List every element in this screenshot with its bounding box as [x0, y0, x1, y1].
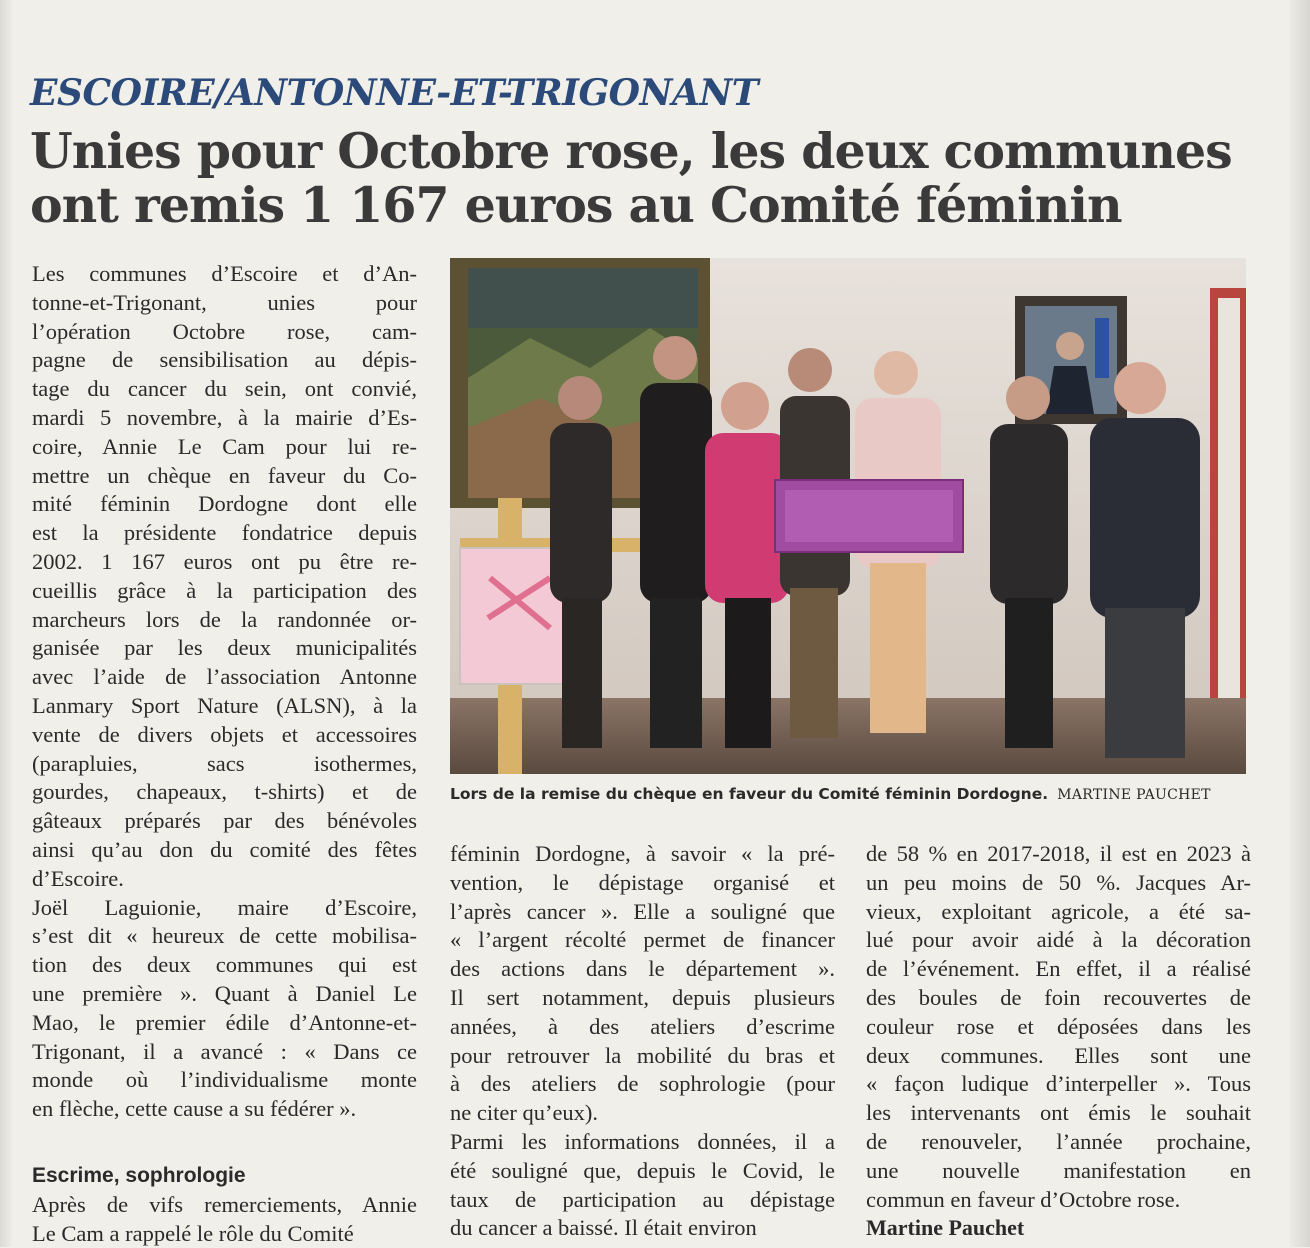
headline-line: ont remis 1 167 euros au Comité féminin	[30, 176, 1122, 234]
caption-text: Lors de la remise du chèque en faveur du Comité féminin Dordogne.	[450, 785, 1049, 803]
text-line: Lanmary Sport Nature (ALSN), à la	[32, 692, 417, 718]
text-line: une première ». Quant à Daniel Le	[32, 980, 417, 1006]
text-line: pour retrouver la mobilité du bras et	[450, 1042, 835, 1068]
article-author: Martine Pauchet	[866, 1215, 1025, 1241]
text-line: tage du cancer du sein, ont convié,	[32, 376, 417, 402]
text-line: Après de vifs remerciements, Annie	[32, 1191, 417, 1217]
article-kicker: ESCOIRE/ANTONNE-ET-TRIGONANT	[30, 72, 759, 114]
text-line: des boules de foin recouvertes de	[866, 984, 1251, 1010]
text-line: les intervenants ont émis le souhait	[866, 1100, 1251, 1126]
text-line: un peu moins de 50 %. Jacques Ar-	[866, 869, 1251, 895]
text-line: coire, Annie Le Cam pour lui re-	[32, 433, 417, 459]
text-line: mettre un chèque en faveur du Co-	[32, 462, 417, 488]
text-line: « façon ludique d’interpeller ». Tous	[866, 1071, 1251, 1097]
text-line: de l’événement. En effet, il a réalisé	[866, 956, 1251, 982]
text-line: Trigonant, il a avancé : « Dans ce	[32, 1038, 417, 1064]
text-line: taux de participation au dépistage	[450, 1186, 835, 1212]
article-column-1-subsection	[32, 1162, 417, 1248]
text-line: ganisée par les deux municipalités	[32, 635, 417, 661]
text-line: ainsi qu’au don du comité des fêtes	[32, 836, 417, 862]
text-line: Le Cam a rappelé le rôle du Comité	[32, 1220, 354, 1246]
text-line: Mao, le premier édile d’Antonne-et-	[32, 1009, 417, 1035]
text-line: été souligné que, depuis le Covid, le	[450, 1157, 835, 1183]
text-line: du cancer a baissé. Il était environ	[450, 1215, 757, 1241]
text-line: d’Escoire.	[32, 865, 124, 891]
text-line: commun en faveur d’Octobre rose.	[866, 1186, 1181, 1212]
text-line: gourdes, chapeaux, t-shirts) et de	[32, 779, 417, 805]
text-line: mardi 5 novembre, à la mairie d’Es-	[32, 404, 417, 430]
text-line: de renouveler, l’année prochaine,	[866, 1128, 1251, 1154]
text-line: en flèche, cette cause a su fédérer ».	[32, 1096, 357, 1122]
text-line: deux communes. Elles sont une	[866, 1042, 1251, 1068]
text-line: « l’argent récolté permet de financer	[450, 927, 835, 953]
article-column-3	[866, 840, 1251, 1243]
text-line: Il sert notamment, depuis plusieurs	[450, 984, 835, 1010]
text-line: années, à des ateliers d’escrime	[450, 1013, 835, 1039]
text-line: à des ateliers de sophrologie (pour	[450, 1071, 835, 1097]
text-line: l’après cancer ». Elle a souligné que	[450, 898, 835, 924]
text-line: (parapluies, sacs isothermes,	[32, 750, 417, 776]
text-line: monde où l’individualisme monte	[32, 1067, 417, 1093]
text-line: Joël Laguionie, maire d’Escoire,	[32, 894, 417, 920]
text-line: 2002. 1 167 euros ont pu être re-	[32, 548, 417, 574]
article-column-1	[32, 260, 417, 1124]
headline-line: Unies pour Octobre rose, les deux communes	[30, 122, 1232, 180]
text-line: cueillis grâce à la participation des	[32, 577, 417, 603]
section-subhead: Escrime, sophrologie	[32, 1164, 246, 1187]
article-photo	[450, 258, 1246, 774]
text-line: vieux, exploitant agricole, a été sa-	[866, 898, 1251, 924]
text-line: des actions dans le département ».	[450, 956, 835, 982]
text-line: marcheurs lors de la randonnée or-	[32, 606, 417, 632]
text-line: Parmi les informations données, il a	[450, 1128, 835, 1154]
text-line: mité féminin Dordogne dont elle	[32, 491, 417, 517]
text-line: tion des deux communes qui est	[32, 952, 417, 978]
text-line: avec l’aide de l’association Antonne	[32, 664, 417, 690]
text-line: vente de divers objets et accessoires	[32, 721, 417, 747]
text-line: lué pour avoir aidé à la décoration	[866, 927, 1251, 953]
text-line: ne citer qu’eux).	[450, 1100, 599, 1126]
text-line: s’est dit « heureux de cette mobilisa-	[32, 923, 417, 949]
text-line: gâteaux préparés par des bénévoles	[32, 808, 417, 834]
paper-edge-left	[0, 0, 12, 1247]
text-line: de 58 % en 2017-2018, il est en 2023 à	[866, 841, 1251, 866]
photo-credit: MARTINE PAUCHET	[1057, 787, 1211, 803]
article-column-2	[450, 840, 835, 1243]
text-line: est la présidente fondatrice depuis	[32, 520, 417, 546]
text-line: tonne-et-Trigonant, unies pour	[32, 289, 417, 315]
text-line: pagne de sensibilisation au dépis-	[32, 347, 417, 373]
photo-caption	[450, 784, 1250, 803]
text-line: couleur rose et déposées dans les	[866, 1013, 1251, 1039]
text-line: Les communes d’Escoire et d’An-	[32, 261, 417, 286]
text-line: vention, le dépistage organisé et	[450, 869, 835, 895]
paper-edge-right	[1290, 0, 1310, 1247]
article-headline	[30, 124, 1260, 232]
text-line: l’opération Octobre rose, cam-	[32, 318, 417, 344]
text-line: une nouvelle manifestation en	[866, 1157, 1251, 1183]
group-photo-illustration	[450, 258, 1246, 774]
text-line: féminin Dordogne, à savoir « la pré-	[450, 841, 835, 866]
